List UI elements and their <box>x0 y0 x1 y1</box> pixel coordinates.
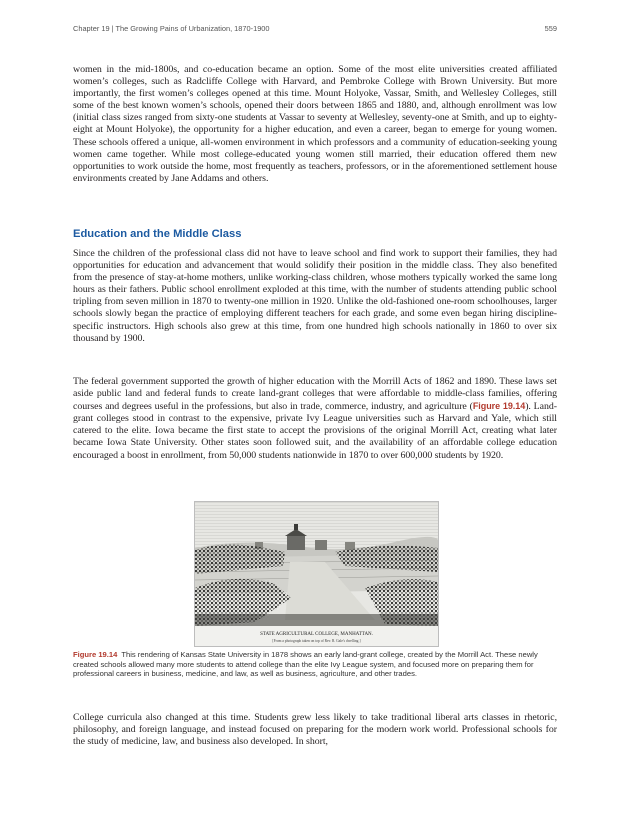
paragraph-middle-class-education: Since the children of the professional class did not have to leave school and find work to support their families, they had opportunities for education and advancement that would solidify their position in the middle class. They also benefited from the presence of stay-at-home mothers, unlike working-class children, whose mothers typically worked the same long hours as their fathers. Public school enrollment exploded at this time, with the number of students attending public school tripling from seven million in 1870 to twenty-one million in 1920. Unlike the old-fashioned one-room schoolhouses, larger schools slowly began the practice of employing different teachers for each grade, and some even began hiring discipline-specific instructors. High schools also grew at this time, from one hundred high schools nationally in 1860 to over six thousand by 1900. <box>73 248 557 344</box>
paragraph-text-end: ). Land-grant colleges stood in contrast to the expensive, private Ivy League universities such as Harvard and Yale, which still catered to the elite. Iowa became the first state to accept the provisions of the original Morrill Act, creating what later became Iowa State University. Other states soon followed suit, and the availability of an affordable college education encouraged a boost in enrollment, from 50,000 students nationwide in 1870 to over 600,000 students by 1920. <box>73 401 557 461</box>
figure-caption-label: Figure 19.14 <box>73 650 118 659</box>
chapter-title: Chapter 19 | The Growing Pains of Urbanization, 1870-1900 <box>73 24 270 33</box>
engraving-subtitle: [From a photograph taken on top of Rev. R. Gale's dwelling.] <box>272 639 361 643</box>
figure-reference-link[interactable]: Figure 19.14 <box>472 401 526 412</box>
paragraph-women-colleges: women in the mid-1800s, and co-education became an option. Some of the most elite universities created affiliated women’s colleges, such as Radcliffe College with Harvard, and Pembroke College with Brown University. But more importantly, the first women’s colleges opened at this time. Mount Holyoke, Vassar, Smith, and Wellesley Colleges, still some of the best known women’s schools, opened their doors between 1865 and 1880, and, although enrollment was low (initial class sizes ranged from sixty-one students at Vassar to seventy at Wellesley, seventy-one at Smith, and up to eighty-eight at Mount Holyoke), the opportunity for a higher education, and even a career, began to emerge for young women. These schools offered a unique, all-women environment in which professors and a community of education-seeking young women came together. While most college-educated young women still married, their education offered them new opportunities to work outside the home, most frequently as teachers, professors, or in the aforementioned settlement house environments created by Jane Addams and others. <box>73 64 557 184</box>
section-heading: Education and the Middle Class <box>73 228 242 240</box>
paragraph-text-start: The federal government supported the growth of higher education with the Morrill Acts of 1862 and 1890. These laws set aside public land and federal funds to create land-grant colleges that were affordable to middle-class families, offering courses and degrees useful in the professions, but also in trade, commerce, industry, and agriculture ( <box>73 376 557 413</box>
engraving-title: STATE AGRICULTURAL COLLEGE, MANHATTAN. <box>260 632 373 637</box>
figure-caption <box>73 650 557 679</box>
paragraph-college-curricula: College curricula also changed at this time. Students grew less likely to take traditional liberal arts classes in rhetoric, philosophy, and foreign language, and instead focused on preparing for the modern work world. Professional schools for the study of medicine, law, and business also developed. In short, <box>73 712 557 748</box>
page-number: 559 <box>544 24 557 33</box>
college-engraving-image <box>194 501 439 647</box>
paragraph-morrill-acts <box>73 376 557 462</box>
figure-caption-text: This rendering of Kansas State University in 1878 shows an early land-grant college, created by the Morrill Act. These newly created schools allowed many more students to attend college than the elite Ivy League system, and focused more on preparing them for professional careers in business, medicine, and law, as well as business, agriculture, and other trades. <box>73 650 538 679</box>
